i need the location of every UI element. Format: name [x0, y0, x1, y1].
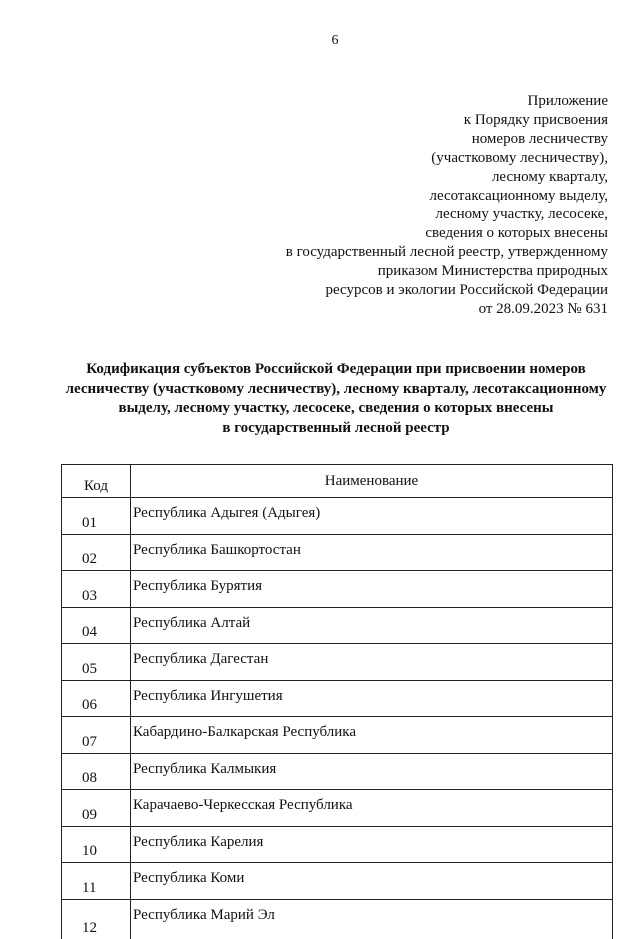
cell-code: 05: [62, 644, 131, 681]
title-line: Кодификация субъектов Российской Федерации при присвоении номеров: [86, 361, 586, 377]
appendix-block: [208, 92, 608, 319]
cell-code: 11: [62, 863, 131, 900]
codification-table: [61, 464, 613, 939]
header-code: Код: [62, 465, 131, 498]
cell-name: Республика Карелия: [131, 826, 613, 863]
title-line: лесничеству (участковому лесничеству), лесному кварталу, лесотаксационному: [65, 380, 607, 397]
appendix-line: (участковому лесничеству),: [431, 149, 608, 166]
cell-code: 10: [62, 826, 131, 863]
cell-code: 04: [62, 607, 131, 644]
cell-name: Республика Коми: [131, 863, 613, 900]
cell-name: Республика Ингушетия: [131, 680, 613, 717]
cell-code: 07: [62, 717, 131, 754]
table-row: [62, 644, 613, 681]
cell-code: 08: [62, 753, 131, 790]
cell-code: 09: [62, 790, 131, 827]
title-line: выделу, лесному участку, лесосеке, сведения о которых внесены: [118, 400, 554, 416]
appendix-line: приказом Министерства природных: [377, 263, 608, 280]
cell-code: 06: [62, 680, 131, 717]
table-row: [62, 534, 613, 571]
appendix-line: лесному участку, лесосеке,: [435, 206, 608, 223]
table-row: [62, 899, 613, 939]
cell-name: Республика Алтай: [131, 607, 613, 644]
table-row: [62, 680, 613, 717]
cell-name: Карачаево-Черкесская Республика: [131, 790, 613, 827]
appendix-line: от 28.09.2023 № 631: [478, 300, 608, 317]
appendix-line: Приложение: [527, 93, 608, 109]
appendix-line: к Порядку присвоения: [463, 111, 608, 128]
cell-name: Кабардино-Балкарская Республика: [131, 717, 613, 754]
title-line: в государственный лесной реестр: [222, 419, 450, 436]
table-row: [62, 790, 613, 827]
appendix-line: ресурсов и экологии Российской Федерации: [325, 282, 608, 299]
table-row: [62, 826, 613, 863]
appendix-line: лесному кварталу,: [491, 168, 608, 185]
cell-name: Республика Марий Эл: [131, 899, 613, 939]
table-row: [62, 717, 613, 754]
cell-code: 02: [62, 534, 131, 571]
cell-name: Республика Башкортостан: [131, 534, 613, 571]
page-number: 6: [331, 33, 339, 48]
appendix-line: номеров лесничеству: [471, 130, 608, 147]
table-header-row: [62, 465, 613, 498]
appendix-line: лесотаксационному выделу,: [429, 187, 608, 204]
table-row: [62, 571, 613, 608]
cell-name: Республика Калмыкия: [131, 753, 613, 790]
cell-code: 12: [62, 899, 131, 939]
cell-name: Республика Адыгея (Адыгея): [131, 498, 613, 535]
cell-name: Республика Дагестан: [131, 644, 613, 681]
table-row: [62, 753, 613, 790]
cell-name: Республика Бурятия: [131, 571, 613, 608]
table-row: [62, 863, 613, 900]
table-row: [62, 498, 613, 535]
appendix-line: сведения о которых внесены: [425, 225, 608, 242]
header-name: Наименование: [131, 465, 613, 498]
cell-code: 03: [62, 571, 131, 608]
document-title: [60, 360, 612, 438]
cell-code: 01: [62, 498, 131, 535]
table-row: [62, 607, 613, 644]
appendix-line: в государственный лесной реестр, утвержденному: [285, 244, 608, 261]
